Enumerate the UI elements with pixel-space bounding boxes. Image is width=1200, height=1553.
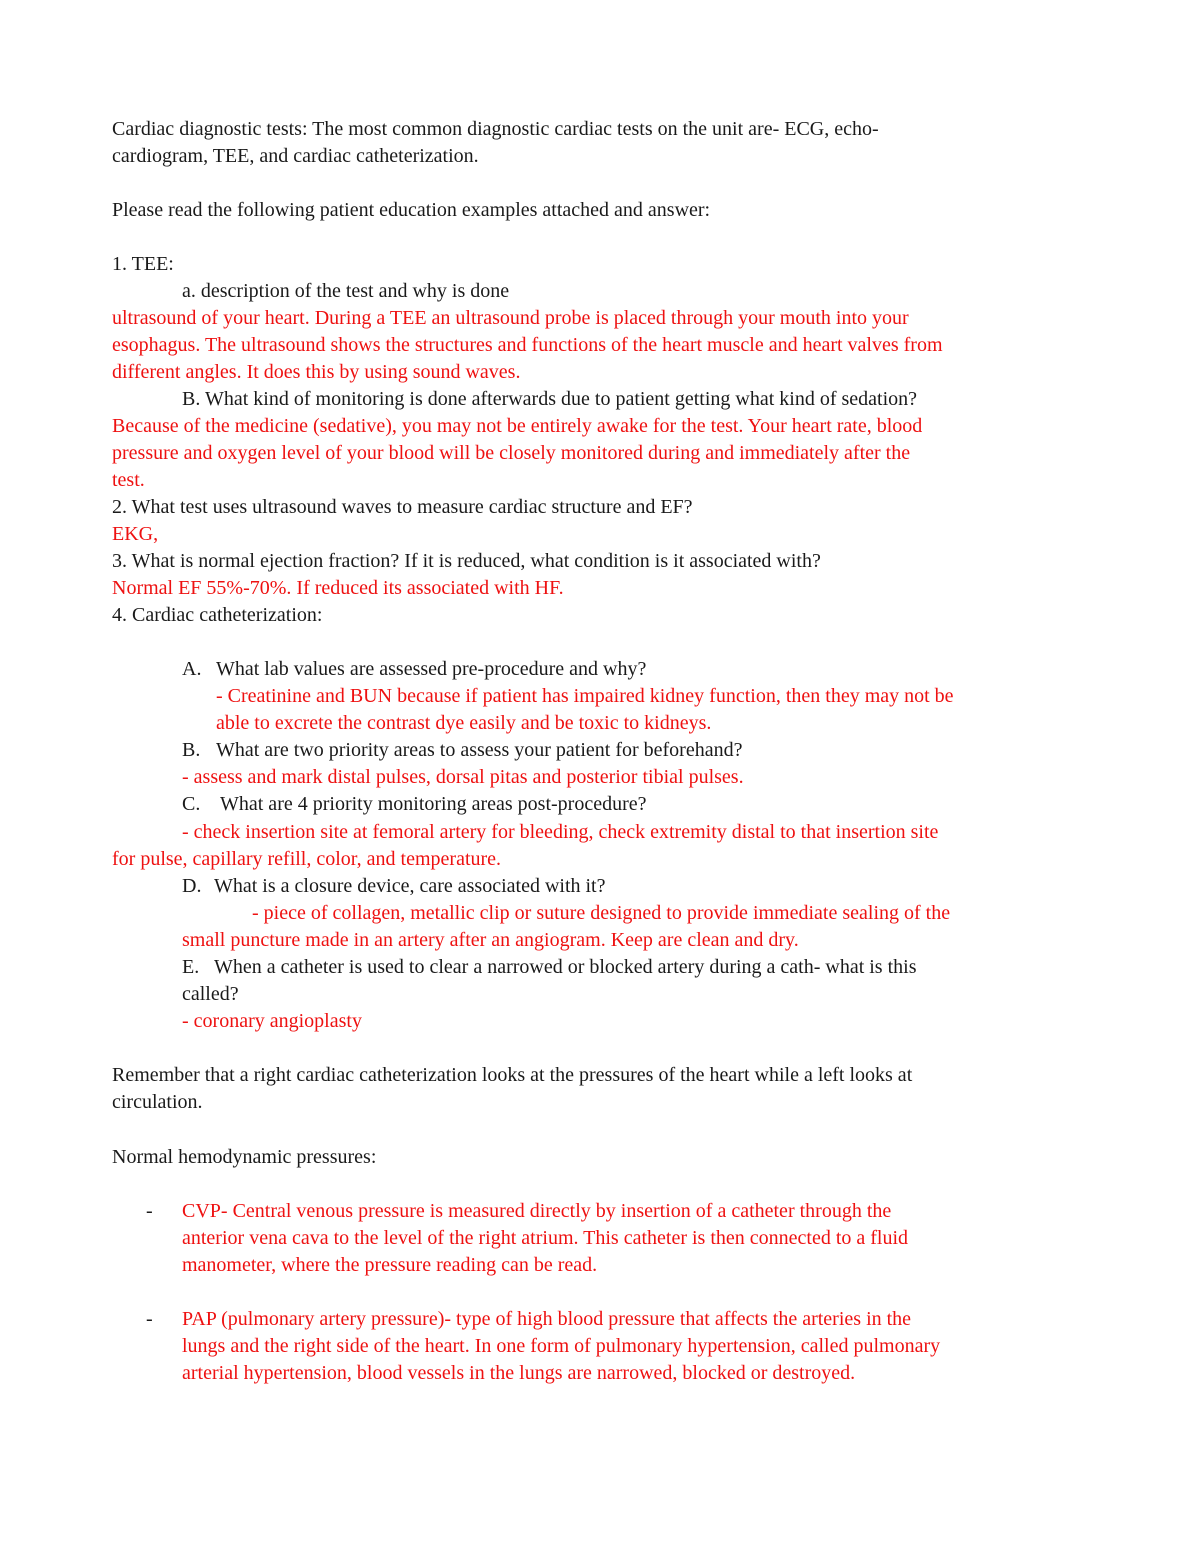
q4e-question-line: called?	[182, 983, 239, 1005]
instruction-text: Please read the following patient education examples attached and answer:	[112, 199, 711, 221]
q4b-question: What are two priority areas to assess your patient for beforehand?	[216, 739, 743, 761]
q3-answer: Normal EF 55%-70%. If reduced its associated with HF.	[112, 577, 564, 599]
q1b-question: B. What kind of monitoring is done afterwards due to patient getting what kind of sedation?	[182, 388, 918, 410]
pap-line: lungs and the right side of the heart. In one form of pulmonary hypertension, called pulmonary	[182, 1335, 941, 1357]
bullet-dash: -	[146, 1200, 153, 1222]
q1a-answer-line: esophagus. The ultrasound shows the structures and functions of the heart muscle and heart valves from	[112, 334, 943, 356]
intro-line: cardiogram, TEE, and cardiac catheterization.	[112, 145, 479, 167]
remember-line: Remember that a right cardiac catheterization looks at the pressures of the heart while a left looks at	[112, 1064, 913, 1086]
q1a-question: a. description of the test and why is done	[182, 280, 510, 302]
q4e-marker: E.	[182, 956, 200, 978]
intro-line: Cardiac diagnostic tests: The most common diagnostic cardiac tests on the unit are- ECG, echo-	[112, 118, 879, 140]
q4a-answer-line: able to excrete the contrast dye easily and be toxic to kidneys.	[216, 712, 712, 734]
q4a-answer-line: - Creatinine and BUN because if patient has impaired kidney function, then they may not be	[216, 685, 954, 707]
q4c-answer-line: for pulse, capillary refill, color, and temperature.	[112, 848, 502, 870]
q1a-answer-line: different angles. It does this by using sound waves.	[112, 361, 521, 383]
q4b-answer: - assess and mark distal pulses, dorsal pitas and posterior tibial pulses.	[182, 766, 744, 788]
bullet-dash: -	[146, 1308, 153, 1330]
cvp-line: manometer, where the pressure reading can be read.	[182, 1254, 598, 1276]
q4e-question-line: When a catheter is used to clear a narrowed or blocked artery during a cath- what is this	[214, 956, 917, 978]
q4c-question: What are 4 priority monitoring areas post-procedure?	[220, 793, 647, 815]
pap-line: PAP (pulmonary artery pressure)- type of high blood pressure that affects the arteries in the	[182, 1308, 912, 1330]
q4c-answer-line: - check insertion site at femoral artery for bleeding, check extremity distal to that insertion site	[182, 821, 939, 843]
q4d-answer-line: - piece of collagen, metallic clip or suture designed to provide immediate sealing of the	[252, 902, 951, 924]
q4d-answer-line: small puncture made in an artery after an angiogram. Keep are clean and dry.	[182, 929, 799, 951]
q4c-marker: C.	[182, 793, 201, 815]
q4-heading: 4. Cardiac catheterization:	[112, 604, 323, 626]
q1b-answer-line: test.	[112, 469, 145, 491]
q4a-question: What lab values are assessed pre-procedure and why?	[216, 658, 647, 680]
cvp-line: CVP- Central venous pressure is measured directly by insertion of a catheter through the	[182, 1200, 892, 1222]
q4d-marker: D.	[182, 875, 202, 897]
pressures-heading: Normal hemodynamic pressures:	[112, 1146, 377, 1168]
pap-line: arterial hypertension, blood vessels in the lungs are narrowed, blocked or destroyed.	[182, 1362, 856, 1384]
remember-line: circulation.	[112, 1091, 203, 1113]
cvp-line: anterior vena cava to the level of the right atrium. This catheter is then connected to a fluid	[182, 1227, 909, 1249]
q2-question: 2. What test uses ultrasound waves to measure cardiac structure and EF?	[112, 496, 693, 518]
q4a-marker: A.	[182, 658, 202, 680]
q4e-answer: - coronary angioplasty	[182, 1010, 362, 1032]
q3-question: 3. What is normal ejection fraction? If it is reduced, what condition is it associated with?	[112, 550, 821, 572]
q4d-question: What is a closure device, care associated with it?	[214, 875, 606, 897]
q4b-marker: B.	[182, 739, 201, 761]
q1b-answer-line: pressure and oxygen level of your blood will be closely monitored during and immediately after the	[112, 442, 911, 464]
q1b-answer-line: Because of the medicine (sedative), you may not be entirely awake for the test. Your heart rate, blood	[112, 415, 923, 437]
q1a-answer-line: ultrasound of your heart. During a TEE an ultrasound probe is placed through your mouth into your	[112, 307, 909, 329]
q1-heading: 1. TEE:	[112, 253, 174, 275]
q2-answer: EKG,	[112, 523, 159, 545]
